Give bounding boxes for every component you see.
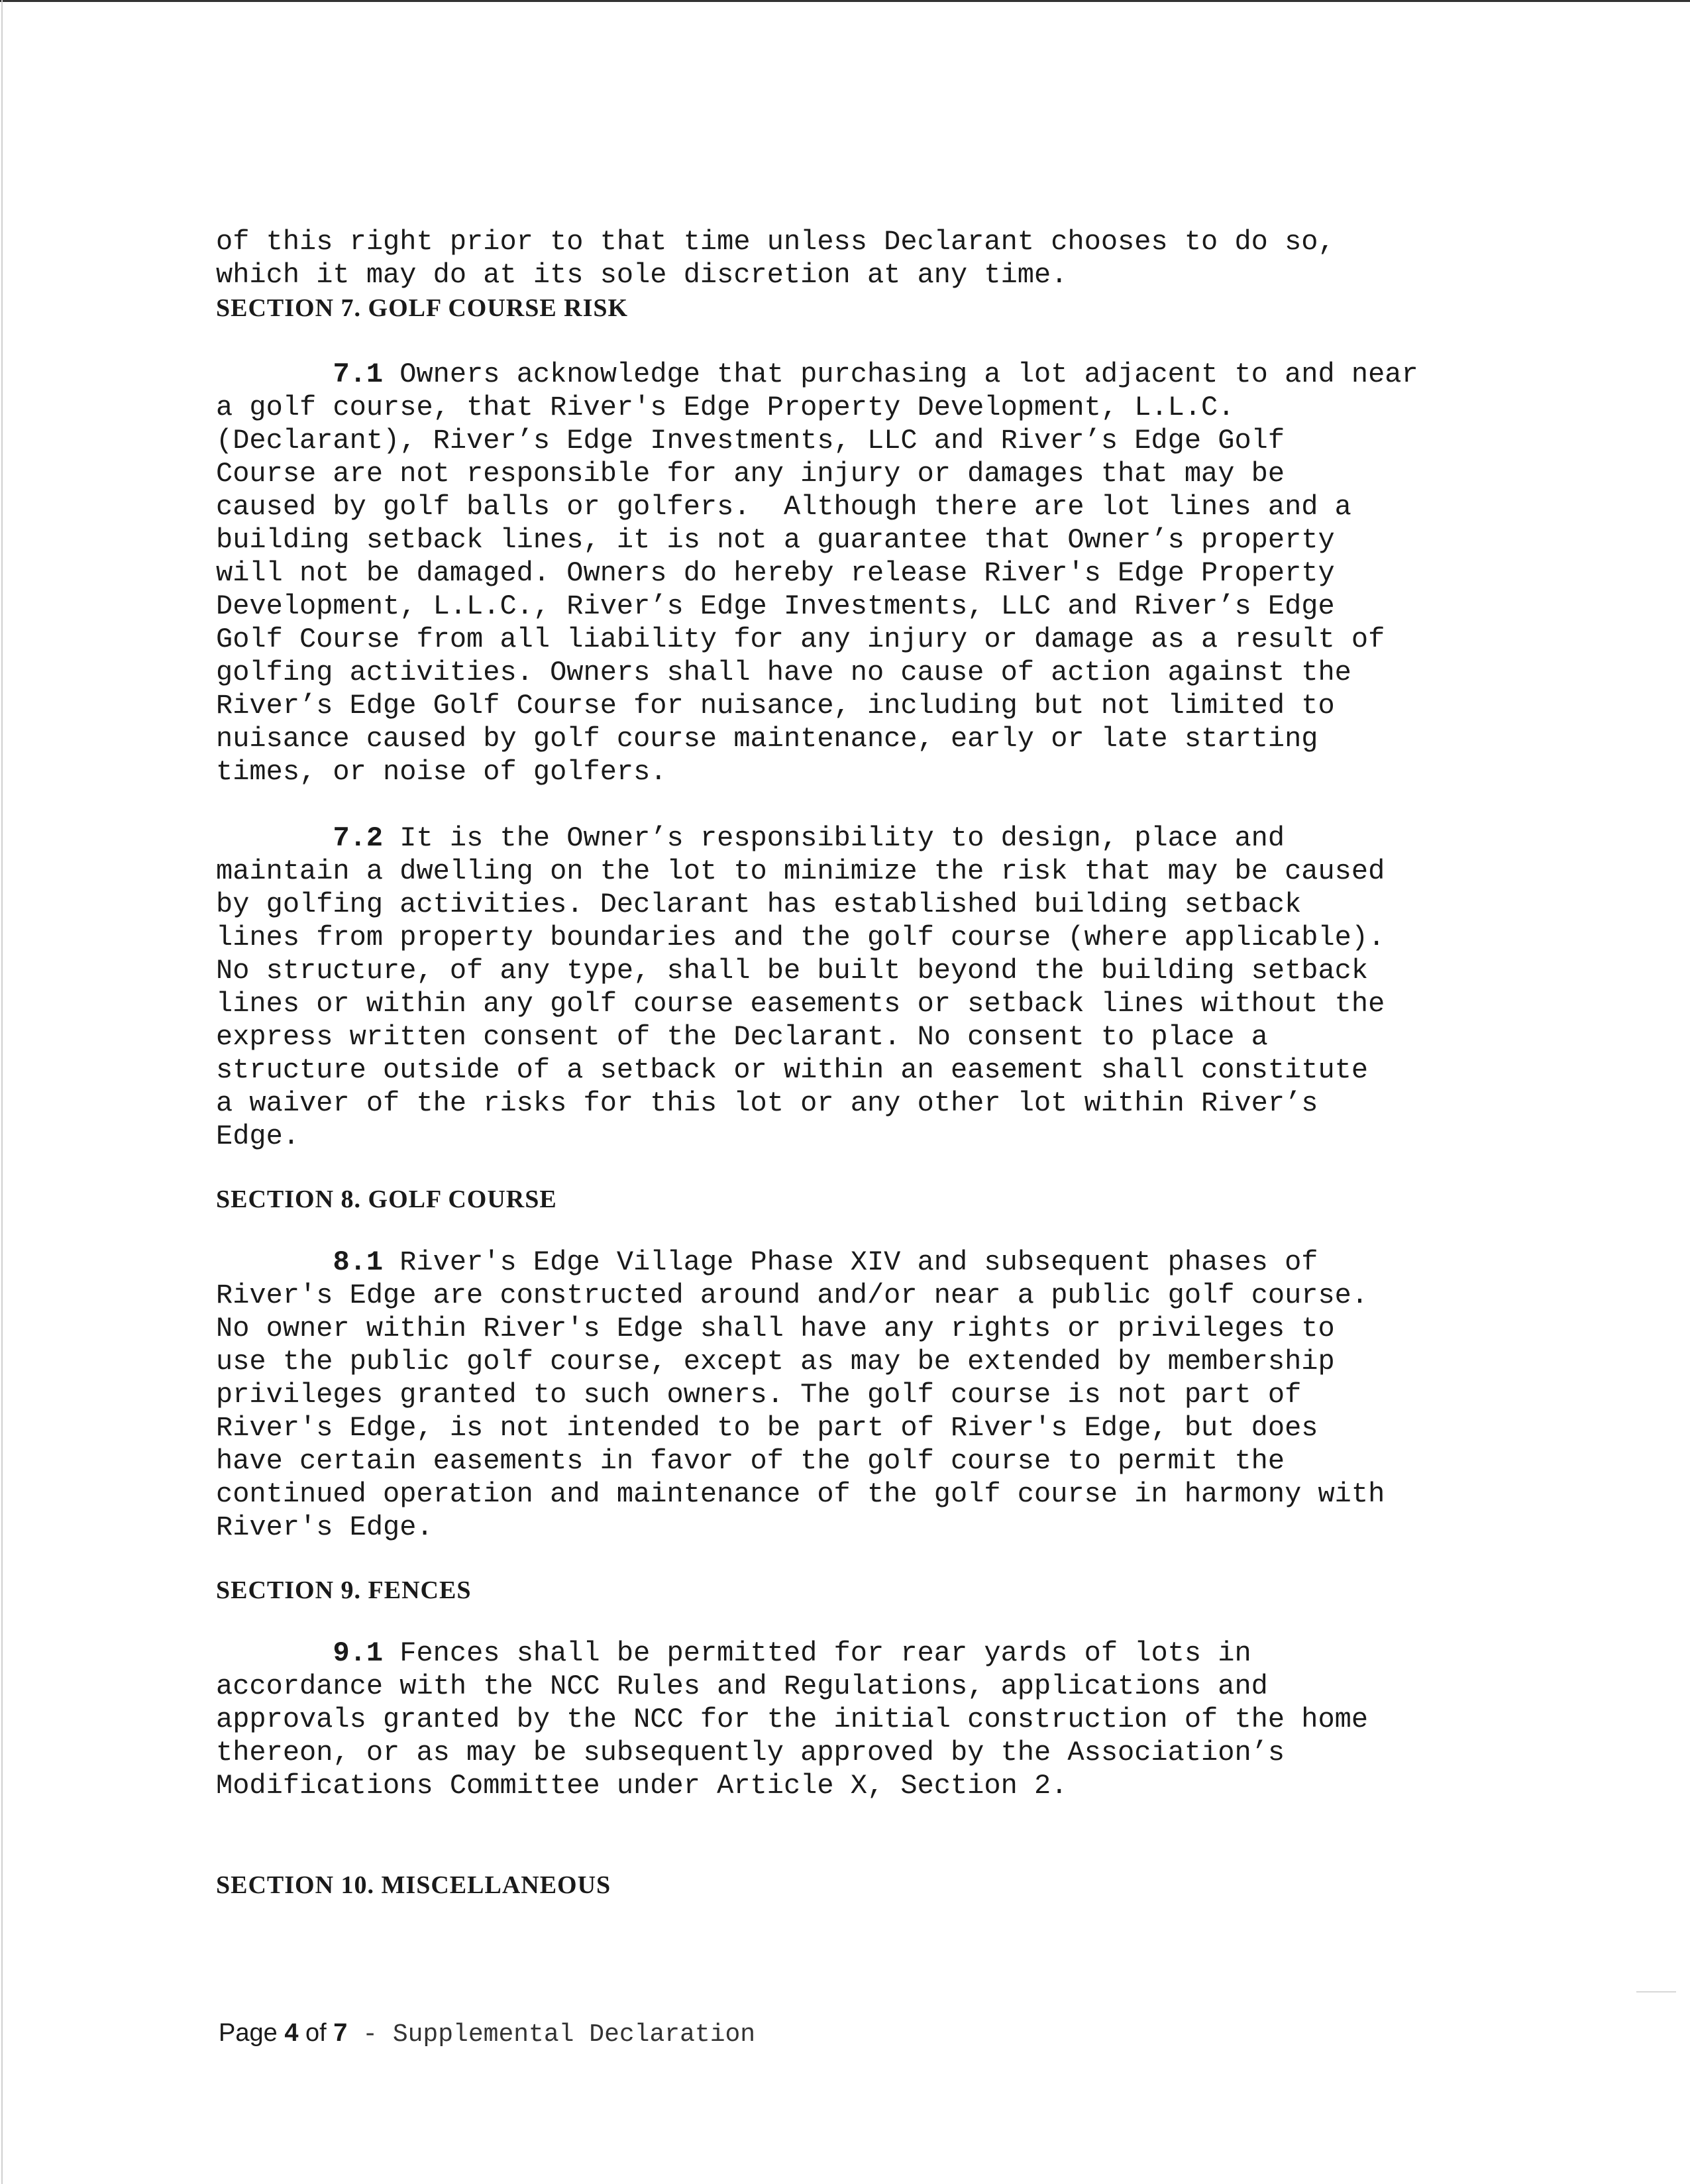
footer-page-number: 4 bbox=[284, 2019, 299, 2047]
paragraph-9-1-text: Fences shall be permitted for rear yards of lots in accordance with the NCC Rules and Regulations, applications and approvals granted by the NCC for the initial construction of the home thereon, or as may be subsequently approved by the Association’s Modifications Committee under Article X, Section 2. bbox=[216, 1637, 1369, 1802]
page-footer bbox=[219, 2016, 755, 2051]
paragraph-7-2 bbox=[216, 822, 1475, 1153]
footer-page-word: Page bbox=[219, 2019, 285, 2047]
section-10-heading: SECTION 10. MISCELLANEOUS bbox=[216, 1871, 611, 1899]
scan-mark bbox=[1636, 1991, 1676, 1993]
footer-document-title: - Supplemental Declaration bbox=[347, 2020, 756, 2049]
section-9-heading: SECTION 9. FENCES bbox=[216, 1576, 472, 1604]
paragraph-7-2-number: 7.2 bbox=[333, 822, 384, 854]
paragraph-9-1 bbox=[216, 1637, 1475, 1802]
paragraph-7-1-number: 7.1 bbox=[333, 358, 384, 390]
page-top-border bbox=[0, 0, 1690, 2]
paragraph-8-1-number: 8.1 bbox=[333, 1246, 384, 1278]
document-page bbox=[216, 225, 1475, 1902]
paragraph-7-2-text: It is the Owner’s responsibility to design, place and maintain a dwelling on the lot to minimize the risk that may be caused by golfing activities. Declarant has established building setback lines from property boundaries and the golf course (where applicable). No structure, of any type, shall be built beyond the building setback lines or within any golf course easements or setback lines without the express written consent of the Declarant. No consent to place a structure outside of a setback or within an easement shall constitute a waiver of the risks for this lot or any other lot within River’s Edge. bbox=[216, 822, 1385, 1152]
page-left-border bbox=[1, 0, 3, 2184]
footer-of-word: of bbox=[298, 2019, 334, 2047]
section-7-heading: SECTION 7. GOLF COURSE RISK bbox=[216, 294, 629, 322]
paragraph-7-1 bbox=[216, 358, 1475, 789]
intro-paragraph: of this right prior to that time unless Declarant chooses to do so, which it may do at its sole discretion at any time. bbox=[216, 226, 1335, 291]
paragraph-8-1-text: River's Edge Village Phase XIV and subsequent phases of River's Edge are constructed around and/or near a public golf course. No owner within River's Edge shall have any rights or privileges to use the public golf course, except as may be extended by membership privileges granted to such owners. The golf course is not part of River's Edge, is not intended to be part of River's Edge, but does have certain easements in favor of the golf course to permit the continued operation and maintenance of the golf course in harmony with River's Edge. bbox=[216, 1246, 1385, 1543]
footer-page-total: 7 bbox=[333, 2019, 348, 2047]
paragraph-9-1-number: 9.1 bbox=[333, 1637, 384, 1669]
paragraph-8-1 bbox=[216, 1246, 1475, 1544]
paragraph-7-1-text: Owners acknowledge that purchasing a lot adjacent to and near a golf course, that River's Edge Property Development, L.L.C. (Declarant), River’s Edge Investments, LLC and River’s Edge Golf Course are not responsible for any injury or damages that may be caused by golf balls or golfers. Although there are lot lines and a building setback lines, it is not a guarantee that Owner’s property will not be damaged. Owners do hereby release River's Edge Property Development, L.L.C., River’s Edge Investments, LLC and River’s Edge Golf Course from all liability for any injury or damage as a result of golfing activities. Owners shall have no cause of action against the River’s Edge Golf Course for nuisance, including but not limited to nuisance caused by golf course maintenance, early or late starting times, or noise of golfers. bbox=[216, 358, 1418, 788]
section-8-heading: SECTION 8. GOLF COURSE bbox=[216, 1185, 557, 1213]
